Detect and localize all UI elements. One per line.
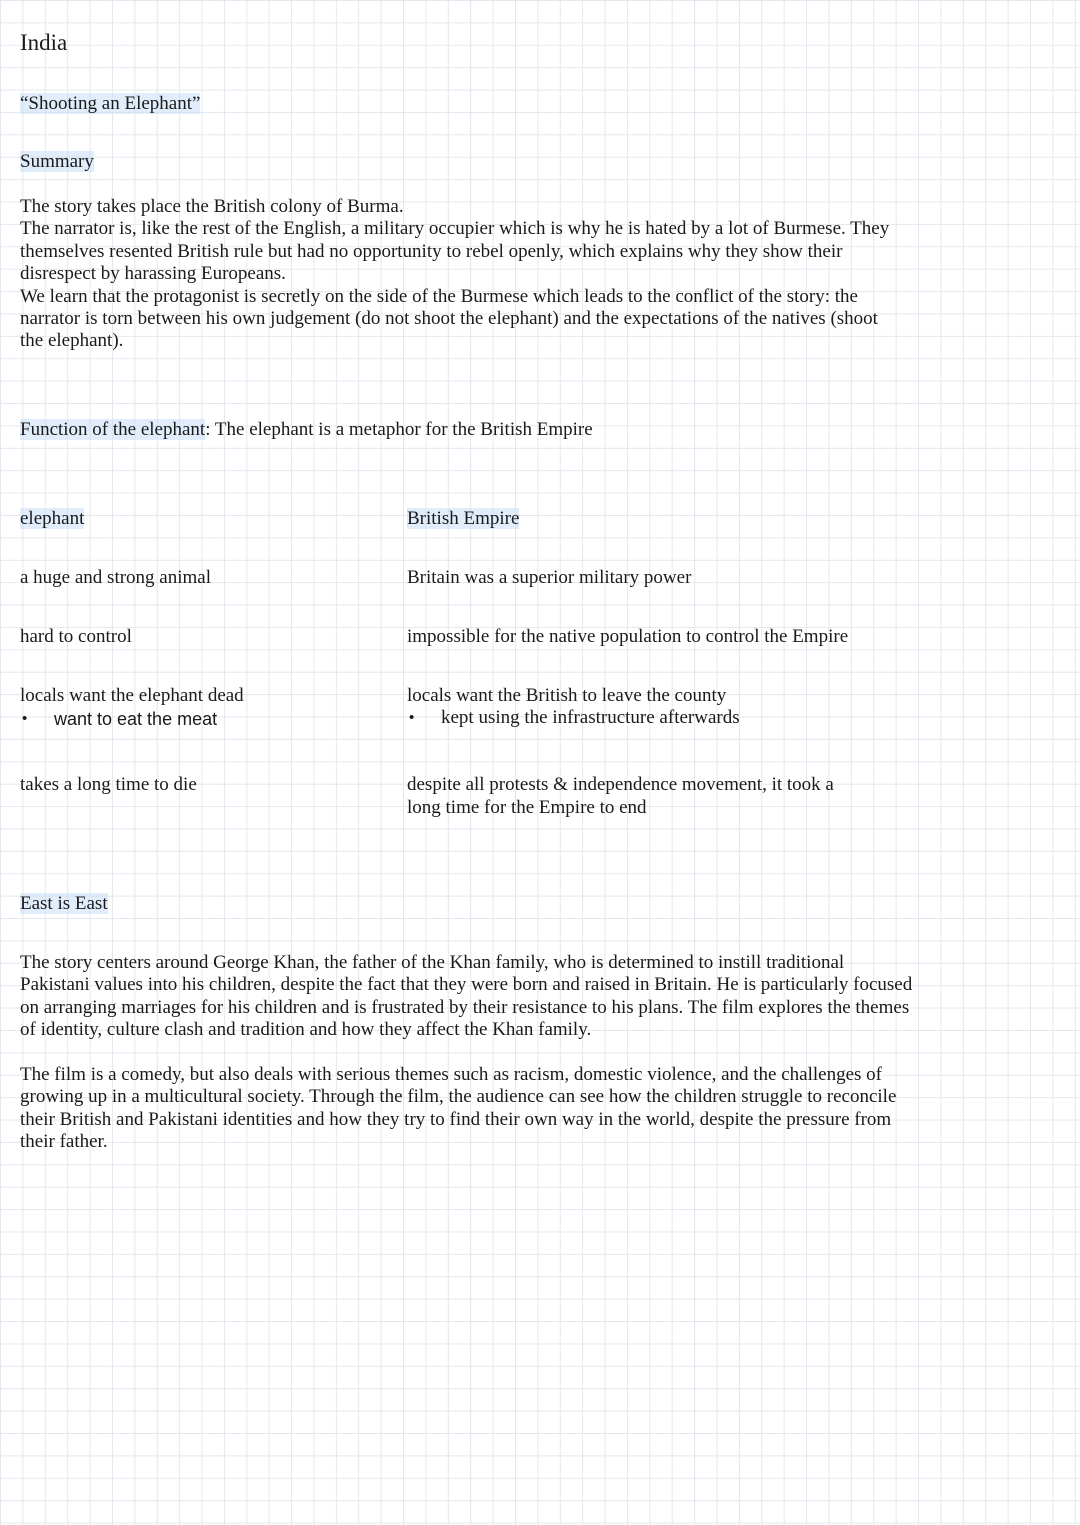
summary-line: themselves resented British rule but had no opportunity to rebel openly, which explains why they show their — [20, 240, 843, 262]
paragraph-line: growing up in a multicultural society. Through the film, the audience can see how the children struggle to reconcile — [20, 1086, 897, 1108]
page-title: India — [20, 30, 68, 55]
function-label: Function of the elephant — [20, 419, 206, 440]
table-cell-left: takes a long time to die — [20, 774, 197, 795]
bullet-icon: • — [409, 709, 415, 726]
paragraph-line: The film is a comedy, but also deals with serious themes such as racism, domestic violence, and the challenges of — [20, 1064, 882, 1085]
paragraph-line: their British and Pakistani identities and how they try to find their own way in the world, despite the pressure from — [20, 1108, 892, 1130]
summary-line: We learn that the protagonist is secretly on the side of the Burmese which leads to the conflict of the story: the — [20, 285, 858, 307]
paragraph-line: their father. — [20, 1131, 108, 1153]
table-cell-right: long time for the Empire to end — [407, 797, 647, 818]
column-header-british-empire — [407, 508, 519, 530]
summary-line: The story takes place the British colony of Burma. — [20, 196, 404, 217]
paragraph-line: of identity, culture clash and tradition and how they affect the Khan family. — [20, 1019, 592, 1041]
table-cell-right: Britain was a superior military power — [407, 567, 692, 588]
bullet-text: want to eat the meat — [54, 709, 218, 729]
function-text: : The elephant is a metaphor for the British Empire — [205, 419, 593, 440]
east-is-east-paragraph-1 — [20, 952, 912, 1042]
bullet-item — [20, 708, 217, 731]
function-of-elephant — [20, 419, 593, 441]
table-cell-left: locals want the elephant dead — [20, 685, 244, 706]
summary-heading — [20, 151, 94, 173]
paragraph-line: on arranging marriages for his children and is frustrated by their resistance to his plans. The film explores the themes — [20, 996, 910, 1018]
section-heading-text: East is East — [20, 893, 108, 914]
paragraph-line: The story centers around George Khan, the father of the Khan family, who is determined to instill traditional — [20, 952, 845, 973]
table-cell-left: hard to control — [20, 626, 132, 647]
table-cell-right: despite all protests & independence movement, it took a — [407, 774, 834, 795]
section-heading-east-is-east — [20, 893, 108, 915]
table-cell-right: impossible for the native population to control the Empire — [407, 626, 849, 647]
column-header-elephant — [20, 508, 84, 530]
east-is-east-paragraph-2 — [20, 1064, 896, 1154]
summary-heading-text: Summary — [20, 151, 94, 172]
summary-line: disrespect by harassing Europeans. — [20, 263, 286, 285]
summary-line: the elephant). — [20, 330, 124, 352]
summary-line: narrator is torn between his own judgement (do not shoot the elephant) and the expectations of the natives (shoot — [20, 308, 878, 330]
column-header-text: British Empire — [407, 508, 520, 529]
summary-paragraph — [20, 196, 889, 353]
table-cell-right: locals want the British to leave the county — [407, 685, 727, 706]
column-header-text: elephant — [20, 508, 85, 529]
bullet-text: kept using the infrastructure afterwards — [441, 707, 740, 728]
section-heading-text: “Shooting an Elephant” — [20, 93, 201, 114]
table-cell-left: a huge and strong animal — [20, 567, 212, 588]
summary-line: The narrator is, like the rest of the English, a military occupier which is why he is hated by a lot of Burmese. They — [20, 218, 890, 240]
section-heading-shooting-an-elephant — [20, 93, 200, 115]
paragraph-line: Pakistani values into his children, despite the fact that they were born and raised in Britain. He is particularly focused — [20, 974, 913, 996]
bullet-item — [407, 707, 740, 729]
bullet-icon: • — [22, 710, 28, 727]
